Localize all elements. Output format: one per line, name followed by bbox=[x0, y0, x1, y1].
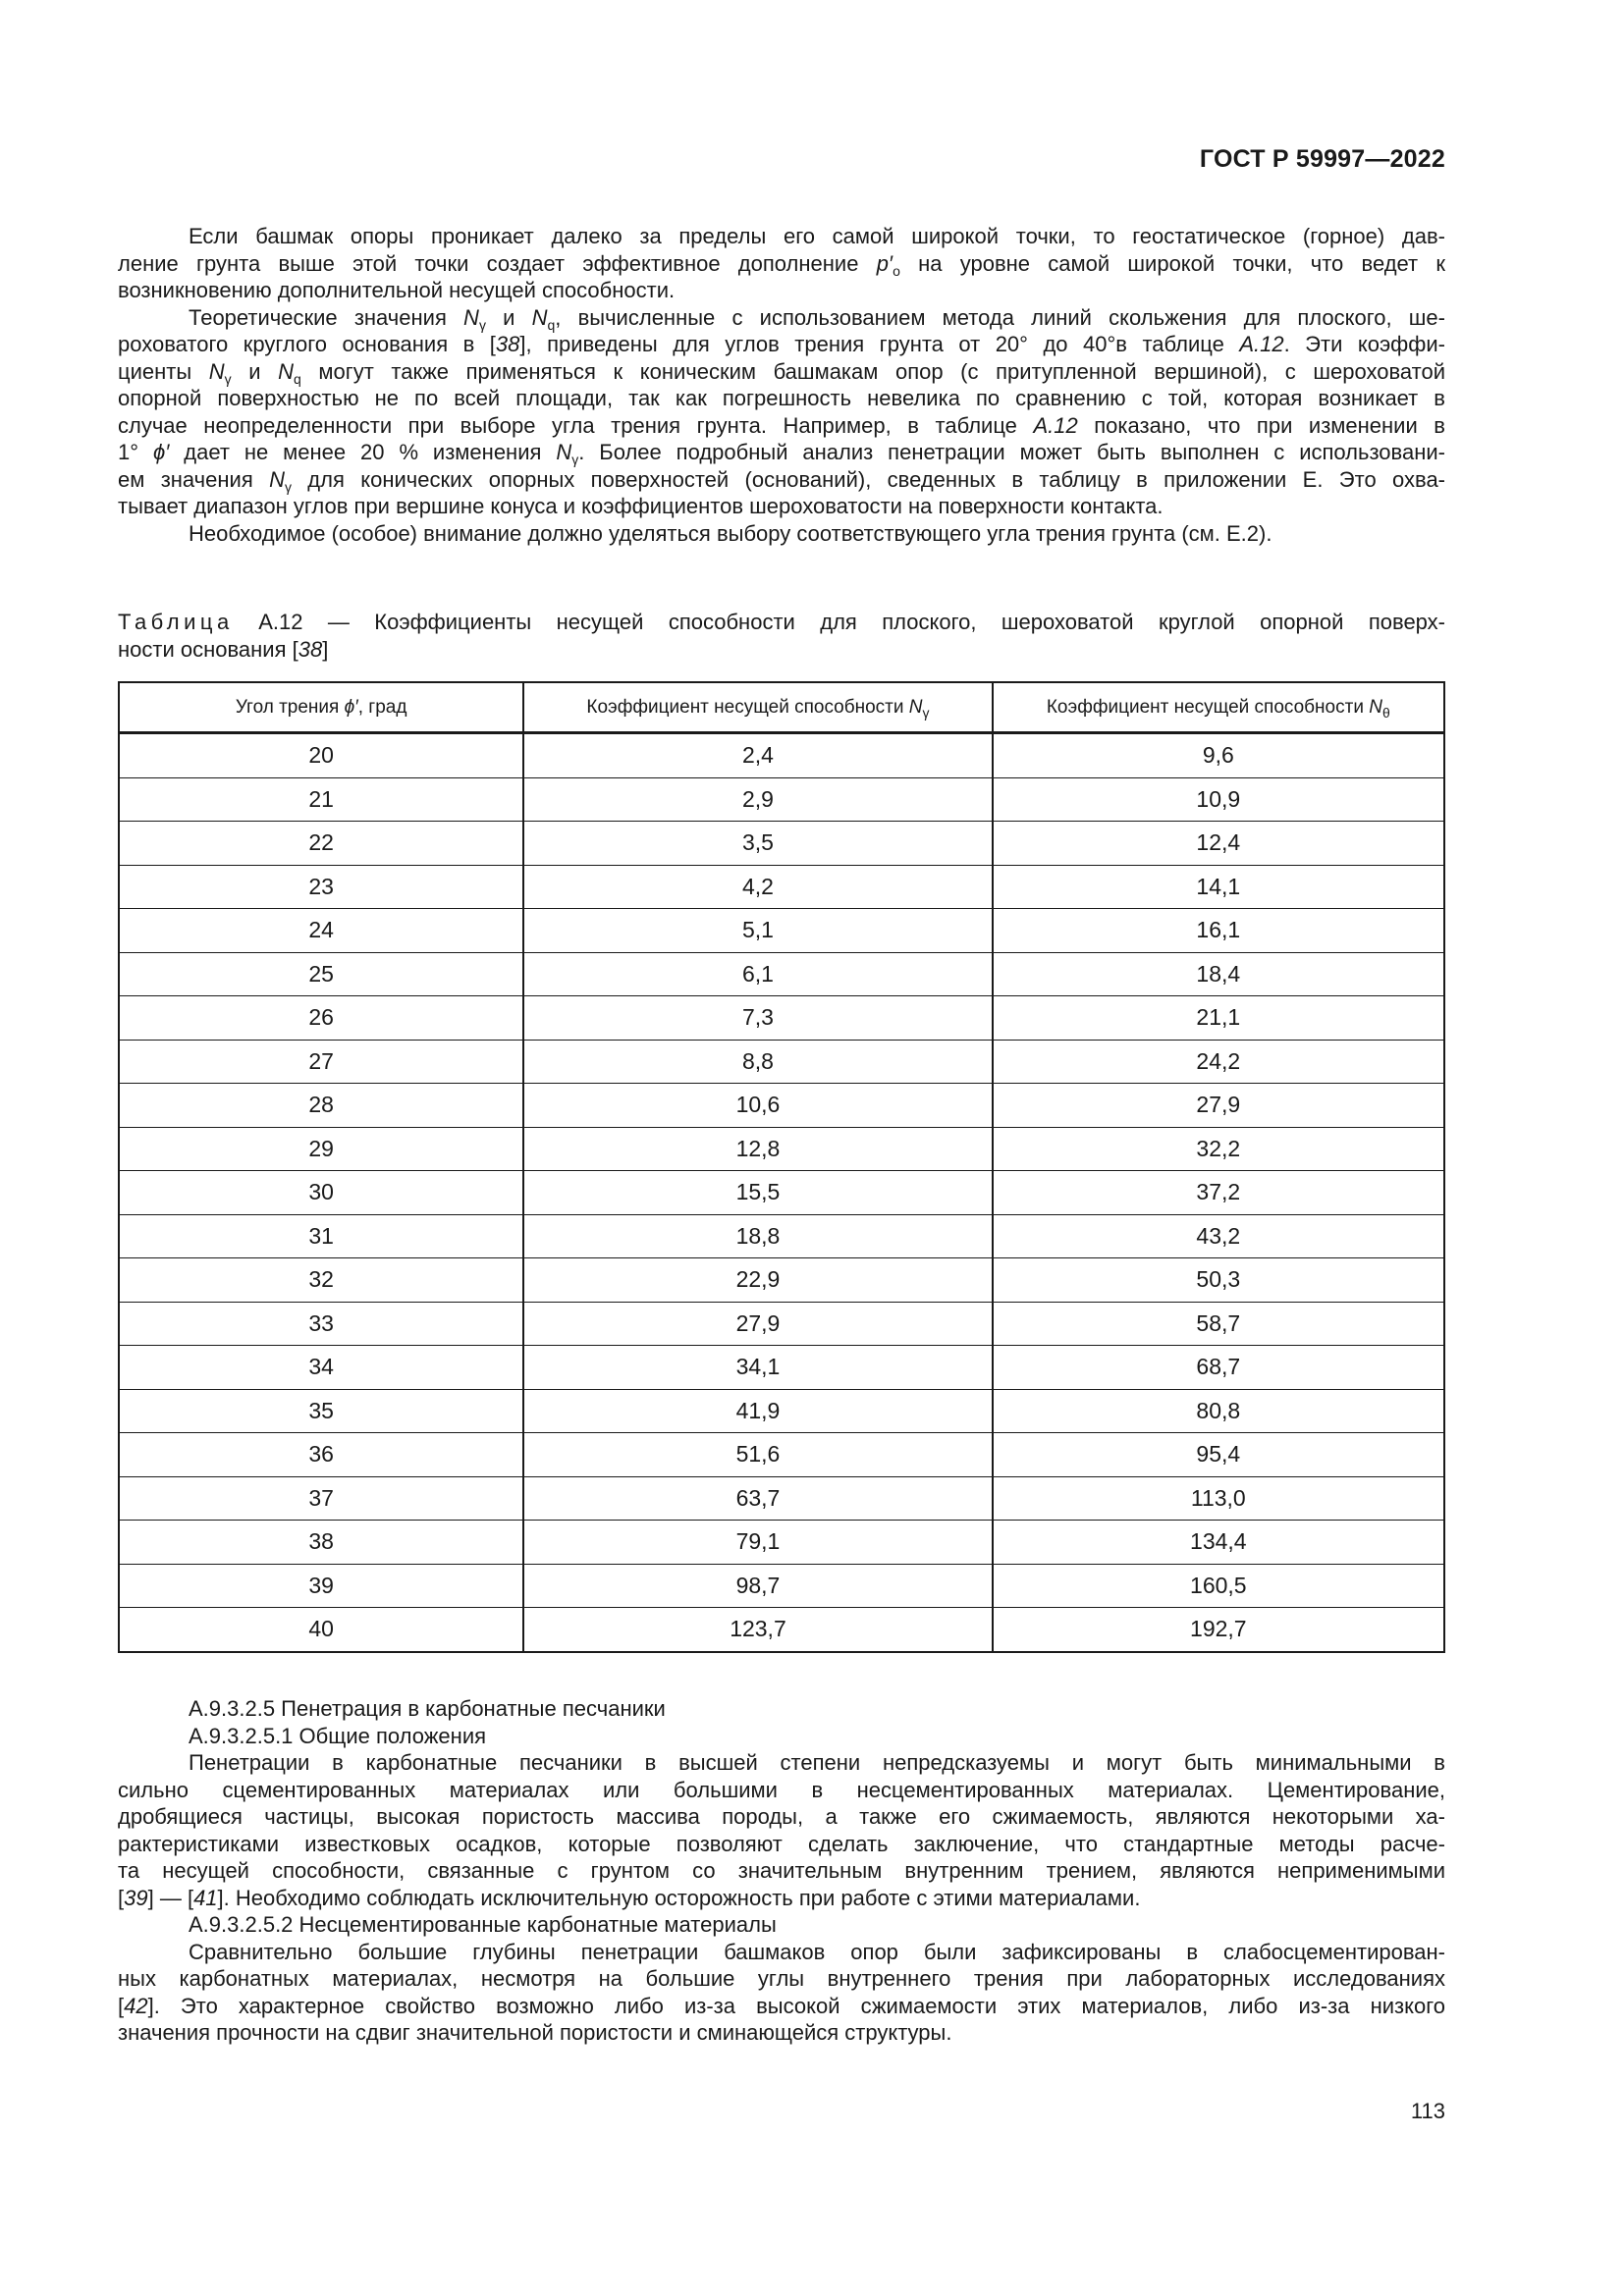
friction-angle-cell: 32 bbox=[119, 1258, 523, 1303]
friction-angle-cell: 40 bbox=[119, 1608, 523, 1652]
n-theta-cell: 32,2 bbox=[993, 1127, 1444, 1171]
intro-p2-line-4: опорной поверхностью не по всей площади, так как погрешность невелика по сравнению с той, которая возникает в bbox=[118, 386, 1445, 410]
n-gamma-cell: 2,4 bbox=[523, 733, 992, 778]
table-row bbox=[119, 1389, 1444, 1433]
table-body bbox=[119, 733, 1444, 1652]
n-gamma-cell: 3,5 bbox=[523, 822, 992, 866]
friction-angle-cell: 36 bbox=[119, 1433, 523, 1477]
n-theta-cell: 24,2 bbox=[993, 1040, 1444, 1084]
friction-angle-cell: 29 bbox=[119, 1127, 523, 1171]
n-theta-cell: 134,4 bbox=[993, 1521, 1444, 1565]
table-row bbox=[119, 952, 1444, 996]
n-gamma-cell: 8,8 bbox=[523, 1040, 992, 1084]
document-page bbox=[118, 0, 1445, 2296]
section-p1-line-2: сильно сцементированных материалах или большими в несцементированных материалах. Цементирование, bbox=[118, 1777, 1445, 1802]
table-row bbox=[119, 1214, 1444, 1258]
n-theta-cell: 68,7 bbox=[993, 1346, 1444, 1390]
friction-angle-cell: 34 bbox=[119, 1346, 523, 1390]
n-gamma-cell: 22,9 bbox=[523, 1258, 992, 1303]
table-header-row bbox=[119, 682, 1444, 733]
n-theta-cell: 113,0 bbox=[993, 1476, 1444, 1521]
n-gamma-cell: 10,6 bbox=[523, 1084, 992, 1128]
table-row bbox=[119, 1127, 1444, 1171]
phi-symbol: ϕ′ bbox=[152, 440, 170, 464]
friction-angle-cell: 33 bbox=[119, 1302, 523, 1346]
n-gamma-cell: 7,3 bbox=[523, 996, 992, 1041]
table-row bbox=[119, 1302, 1444, 1346]
n-theta-cell: 58,7 bbox=[993, 1302, 1444, 1346]
intro-p1-line-3: возникновению дополнительной несущей способности. bbox=[118, 278, 676, 302]
n-gamma-cell: 15,5 bbox=[523, 1171, 992, 1215]
table-row bbox=[119, 777, 1444, 822]
n-gamma-cell: 5,1 bbox=[523, 909, 992, 953]
p-prime-symbol: p′ bbox=[876, 250, 893, 276]
friction-angle-cell: 37 bbox=[119, 1476, 523, 1521]
section-p1-line-3: дробящиеся частицы, высокая пористость массива породы, а также его сжимаемость, являются некоторыми ха- bbox=[118, 1804, 1445, 1829]
n-gamma-cell: 98,7 bbox=[523, 1564, 992, 1608]
friction-angle-cell: 28 bbox=[119, 1084, 523, 1128]
n-theta-cell: 14,1 bbox=[993, 865, 1444, 909]
n-gamma-cell: 51,6 bbox=[523, 1433, 992, 1477]
section-heading-3: А.9.3.2.5.2 Несцементированные карбонатные материалы bbox=[189, 1912, 777, 1937]
page-number: 113 bbox=[1410, 2099, 1445, 2123]
n-gamma-cell: 4,2 bbox=[523, 865, 992, 909]
header-n-gamma: Коэффициент несущей способности $N_\gamma$ bbox=[523, 682, 992, 733]
table-row bbox=[119, 1564, 1444, 1608]
intro-p1-line-1: Если башмак опоры проникает далеко за пределы его самой широкой точки, то геостатическое (горное) дав- bbox=[189, 224, 1445, 248]
friction-angle-cell: 35 bbox=[119, 1389, 523, 1433]
n-theta-cell: 18,4 bbox=[993, 952, 1444, 996]
section-p1-line-1: Пенетрации в карбонатные песчаники в высшей степени непредсказуемы и могут быть минимальными в bbox=[189, 1750, 1445, 1775]
table-row bbox=[119, 996, 1444, 1041]
friction-angle-cell: 30 bbox=[119, 1171, 523, 1215]
section-p2-line-2: ных карбонатных материалах, несмотря на большие углы внутреннего трения при лабораторных исследованиях bbox=[118, 1966, 1445, 1991]
n-gamma-cell: 2,9 bbox=[523, 777, 992, 822]
table-reference: A.12 bbox=[1239, 332, 1284, 356]
n-gamma-cell: 18,8 bbox=[523, 1214, 992, 1258]
n-gamma-cell: 123,7 bbox=[523, 1608, 992, 1652]
section-p2-line-4: значения прочности на сдвиг значительной пористости и сминающейся структуры. bbox=[118, 2020, 952, 2045]
intro-p2-line-1: Теоретические значения $N_\gamma$ и $N_q$, вычисленные с использованием метода линий скольжения для плоского, ше- bbox=[189, 304, 1445, 333]
intro-p2-line-8: тывает диапазон углов при вершине конуса и коэффициентов шероховатости на поверхности контакта. bbox=[118, 494, 1164, 518]
table-row bbox=[119, 1084, 1444, 1128]
n-theta-cell: 27,9 bbox=[993, 1084, 1444, 1128]
intro-p2-line-6: 1° ϕ′ дает не менее 20 % изменения $N_\gamma$. Более подробный анализ пенетрации может быть выполнен с использовани- bbox=[118, 440, 1445, 467]
intro-p3: Необходимое (особое) внимание должно уделяться выбору соответствующего угла трения грунта (см. Е.2). bbox=[189, 520, 1272, 546]
friction-angle-cell: 27 bbox=[119, 1040, 523, 1084]
intro-p2-line-2: роховатого круглого основания в [38], приведены для углов трения грунта от 20° до 40°в таблице A.12. Эти коэффи- bbox=[118, 332, 1445, 356]
friction-angle-cell: 20 bbox=[119, 733, 523, 778]
n-theta-cell: 95,4 bbox=[993, 1433, 1444, 1477]
n-theta-cell: 192,7 bbox=[993, 1608, 1444, 1652]
table-row bbox=[119, 1608, 1444, 1652]
table-caption-label: Таблица bbox=[118, 610, 234, 634]
table-row bbox=[119, 822, 1444, 866]
standard-header: ГОСТ Р 59997—2022 bbox=[1199, 145, 1445, 173]
friction-angle-cell: 31 bbox=[119, 1214, 523, 1258]
table-caption: Таблица А.12 — Коэффициенты несущей способности для плоского, шероховатой круглой опорной поверх- ности основания [38] bbox=[118, 610, 1445, 662]
n-theta-cell: 80,8 bbox=[993, 1389, 1444, 1433]
table-row bbox=[119, 1346, 1444, 1390]
n-theta-cell: 9,6 bbox=[993, 733, 1444, 778]
n-theta-cell: 21,1 bbox=[993, 996, 1444, 1041]
intro-p2-line-3: циенты $N_\gamma$ и $N_q$ могут также применяться к коническим башмакам опор (с притупленной вершиной), с шероховатой bbox=[118, 358, 1445, 387]
n-theta-cell: 160,5 bbox=[993, 1564, 1444, 1608]
reference-38: 38 bbox=[495, 332, 520, 356]
table-row bbox=[119, 1040, 1444, 1084]
section-p2-line-1: Сравнительно большие глубины пенетрации башмаков опор были зафиксированы в слабосцементирован- bbox=[189, 1939, 1445, 1964]
section-text bbox=[118, 1695, 1445, 2047]
header-n-theta: Коэффициент несущей способности $N_\theta$ bbox=[993, 682, 1444, 733]
table-row bbox=[119, 733, 1444, 778]
intro-p2-line-7: ем значения $N_\gamma$ для конических опорных поверхностей (оснований), сведенных в таблицу в приложении Е. Это охва- bbox=[118, 466, 1446, 495]
n-gamma-cell: 41,9 bbox=[523, 1389, 992, 1433]
section-p1-line-5: та несущей способности, связанные с грунтом со значительным внутренним трением, являются неприменимыми bbox=[118, 1858, 1445, 1883]
bearing-capacity-table bbox=[118, 681, 1445, 1653]
section-p1-line-4: рактеристиками известковых осадков, которые позволяют сделать заключение, что стандартные методы расче- bbox=[118, 1831, 1445, 1856]
intro-p1-line-2: ление грунта выше этой точки создает эффективное дополнение $p'_o$ на уровне самой широкой точки, что ведет к bbox=[118, 250, 1445, 279]
friction-angle-cell: 39 bbox=[119, 1564, 523, 1608]
table-row bbox=[119, 1258, 1444, 1303]
section-heading-2: А.9.3.2.5.1 Общие положения bbox=[189, 1723, 487, 1748]
n-gamma-cell: 6,1 bbox=[523, 952, 992, 996]
header-friction-angle: Угол трения ϕ′, град bbox=[119, 682, 523, 733]
friction-angle-cell: 23 bbox=[119, 865, 523, 909]
table-row bbox=[119, 865, 1444, 909]
section-p1-line-6: [39] — [41]. Необходимо соблюдать исключительную осторожность при работе с этими материалами. bbox=[118, 1885, 1141, 1910]
n-theta-cell: 12,4 bbox=[993, 822, 1444, 866]
friction-angle-cell: 24 bbox=[119, 909, 523, 953]
table-row bbox=[119, 1171, 1444, 1215]
n-theta-cell: 10,9 bbox=[993, 777, 1444, 822]
section-p2-line-3: [42]. Это характерное свойство возможно либо из-за высокой сжимаемости этих материалов, либо из-за низкого bbox=[118, 1993, 1445, 2018]
n-gamma-cell: 34,1 bbox=[523, 1346, 992, 1390]
n-gamma-cell: 27,9 bbox=[523, 1302, 992, 1346]
n-theta-cell: 50,3 bbox=[993, 1258, 1444, 1303]
table-row bbox=[119, 909, 1444, 953]
table-row bbox=[119, 1433, 1444, 1477]
friction-angle-cell: 38 bbox=[119, 1521, 523, 1565]
friction-angle-cell: 26 bbox=[119, 996, 523, 1041]
n-gamma-cell: 63,7 bbox=[523, 1476, 992, 1521]
intro-p2-line-5: случае неопределенности при выборе угла трения грунта. Например, в таблице A.12 показано, что при изменении в bbox=[118, 412, 1445, 438]
friction-angle-cell: 21 bbox=[119, 777, 523, 822]
n-theta-cell: 37,2 bbox=[993, 1171, 1444, 1215]
n-theta-cell: 16,1 bbox=[993, 909, 1444, 953]
n-theta-cell: 43,2 bbox=[993, 1214, 1444, 1258]
table-row bbox=[119, 1521, 1444, 1565]
n-gamma-cell: 12,8 bbox=[523, 1127, 992, 1171]
table-row bbox=[119, 1476, 1444, 1521]
friction-angle-cell: 25 bbox=[119, 952, 523, 996]
n-gamma-cell: 79,1 bbox=[523, 1521, 992, 1565]
section-heading-1: А.9.3.2.5 Пенетрация в карбонатные песчаники bbox=[189, 1696, 666, 1721]
friction-angle-cell: 22 bbox=[119, 822, 523, 866]
intro-text bbox=[118, 223, 1445, 547]
